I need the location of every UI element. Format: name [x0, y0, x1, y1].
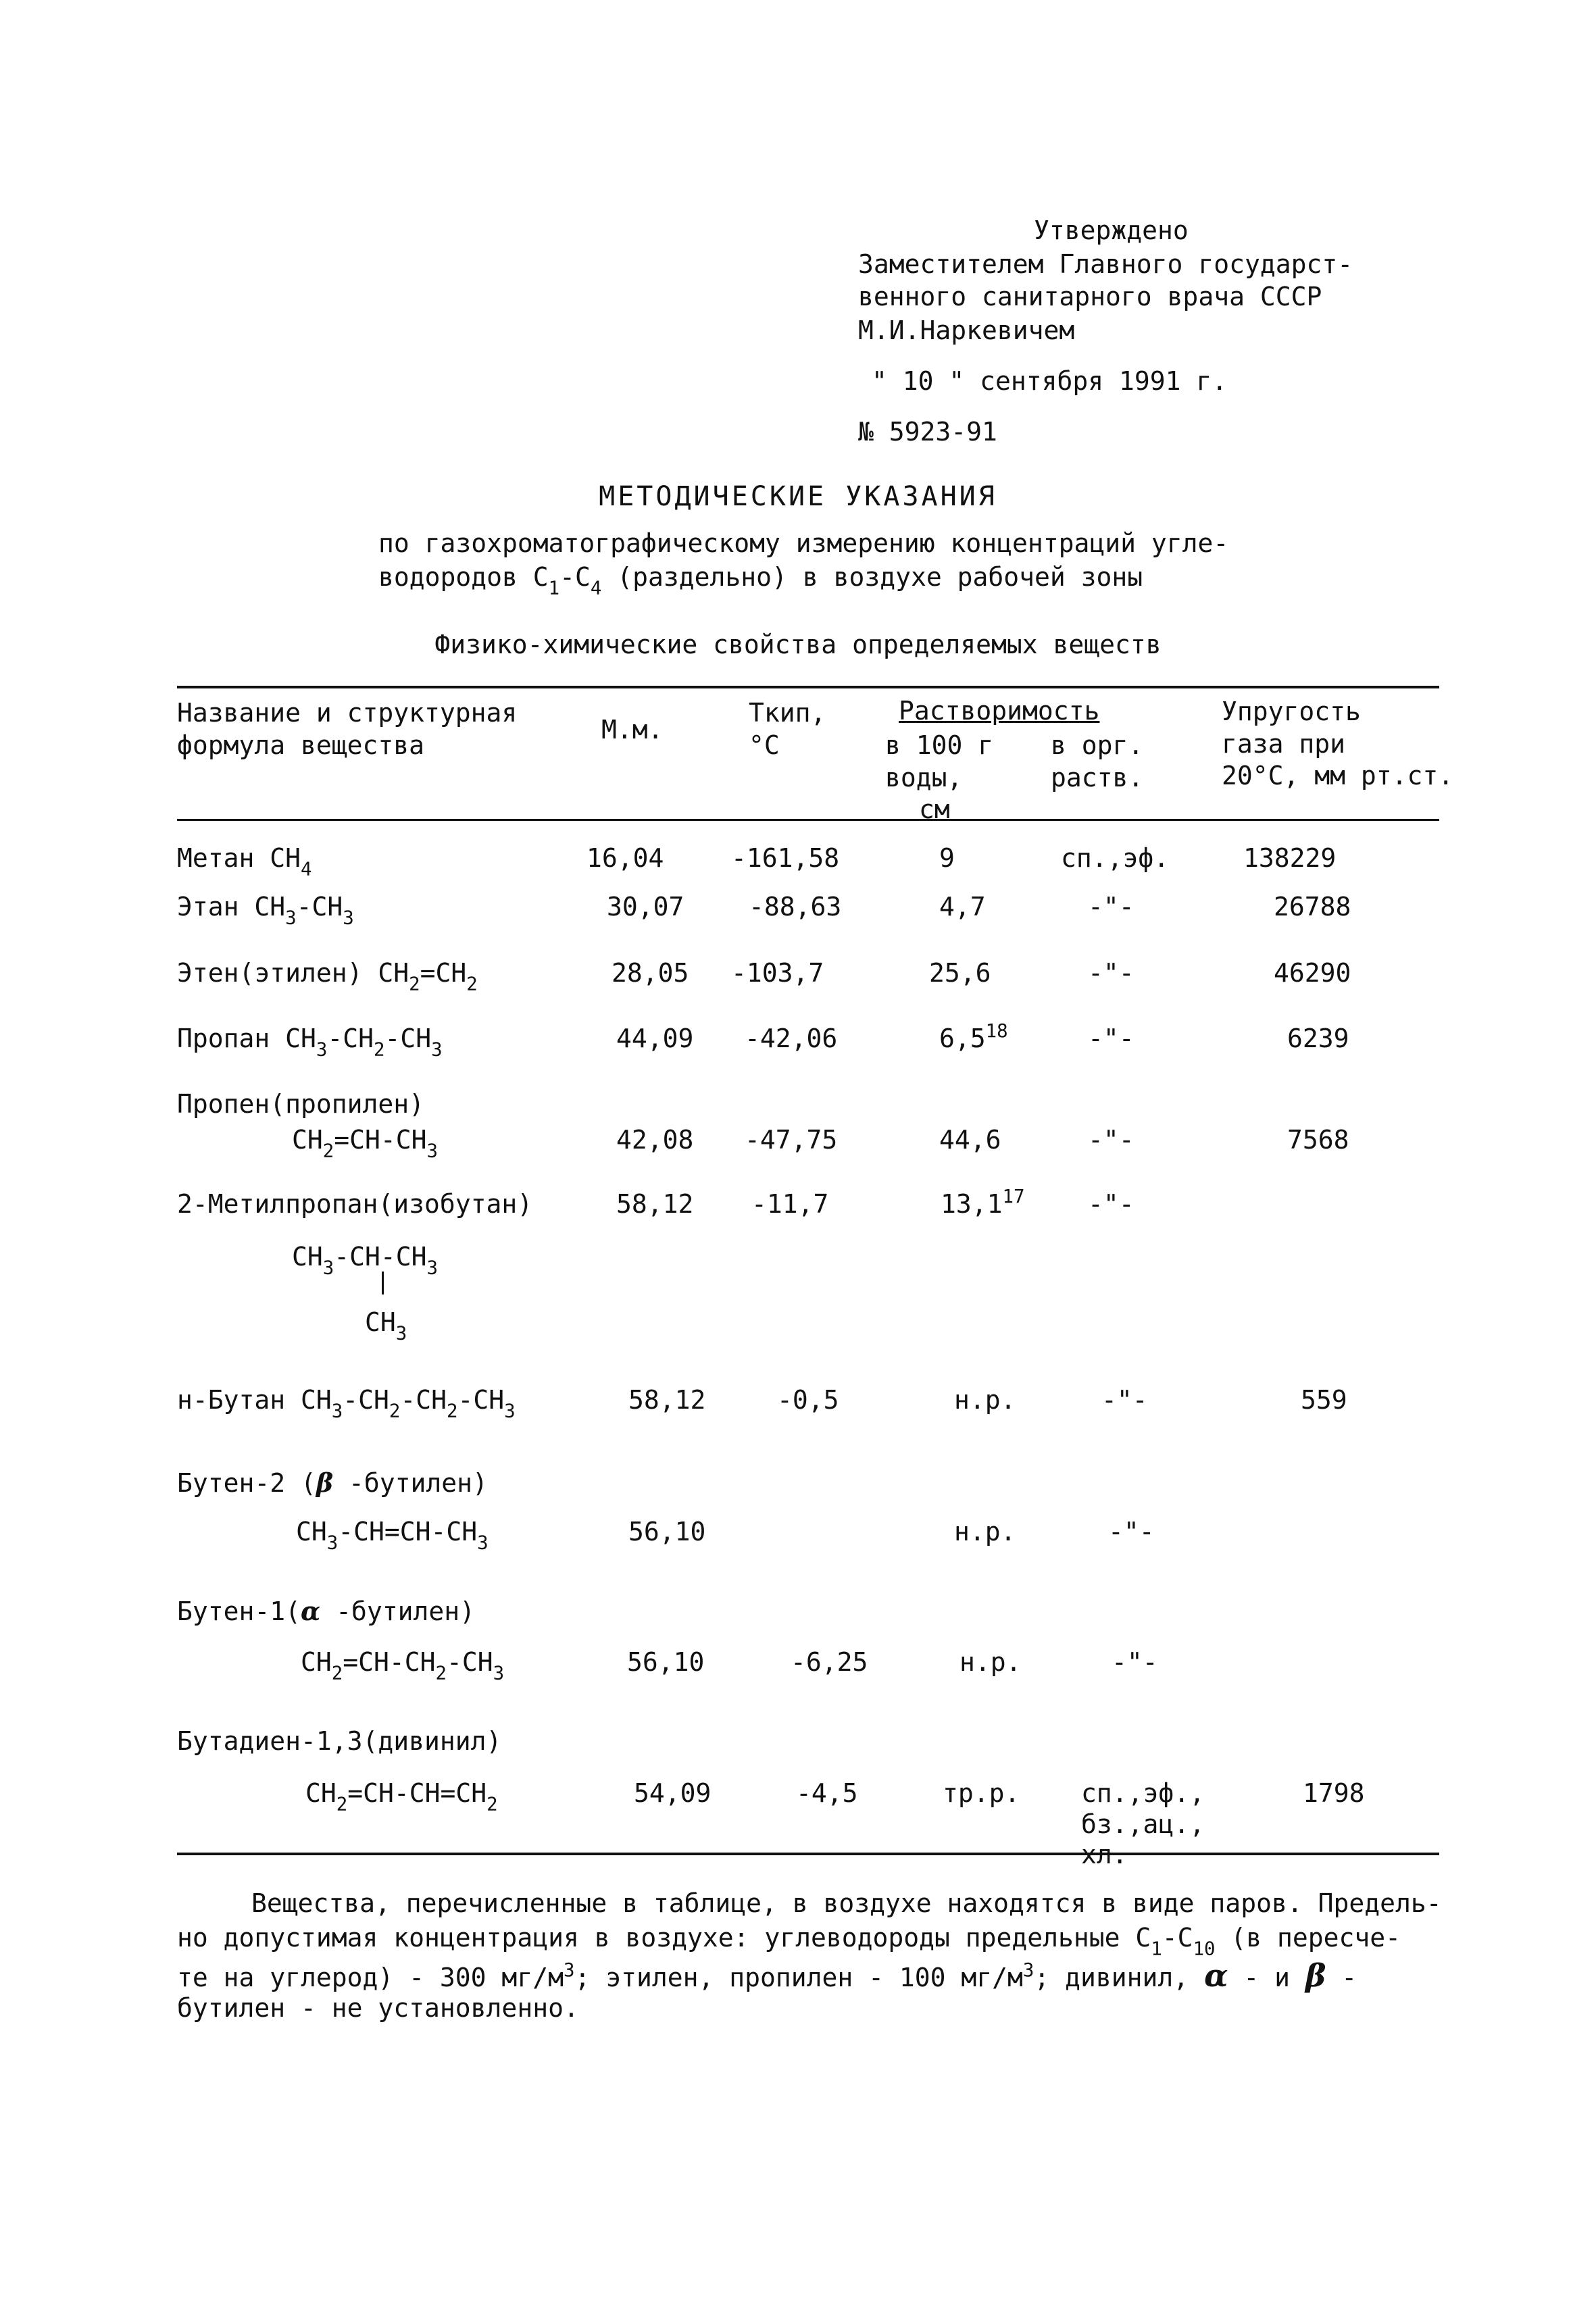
table-row-name: 2-Метилпропан(изобутан): [177, 1189, 533, 1219]
approval-line: Заместителем Главного государст-: [858, 249, 1353, 279]
structural-bond: [382, 1272, 384, 1294]
cell-water: н.р.: [954, 1385, 1016, 1415]
cell-tkip: -6,25: [791, 1647, 868, 1677]
structural-formula: $СН_3-СН-СН_3$: [292, 1242, 439, 1279]
cell-org: -"-: [1088, 1189, 1134, 1219]
header-solubility: Растворимость: [899, 696, 1100, 726]
structural-formula: $СН_2=СН-СН_2-СН_3$: [301, 1647, 505, 1684]
table-row-name: Пропан $СН_3-СН_2-СН_3$: [177, 1024, 443, 1061]
cell-mm: 58,12: [616, 1189, 694, 1219]
cell-org: -"-: [1088, 892, 1134, 922]
cell-mm: 54,09: [634, 1778, 712, 1808]
cell-mm: 56,10: [627, 1647, 705, 1677]
cell-org: -"-: [1108, 1517, 1155, 1546]
table-row-name: Этен(этилен) $СН_2=СН_2$: [177, 958, 478, 995]
cell-tkip: -42,06: [745, 1024, 838, 1053]
header-vapor: Упругость газа при 20°С, мм рт.ст.: [1222, 697, 1454, 790]
structural-formula: $СН_3-СН=СН-СН_3$: [296, 1517, 489, 1554]
cell-water: н.р.: [954, 1517, 1016, 1546]
cell-vapor: 1798: [1303, 1778, 1365, 1808]
subtitle-text: (раздельно) в воздухе рабочей зоны: [601, 562, 1143, 592]
table-bottom-rule: [177, 1853, 1439, 1855]
cell-water: 44,6: [939, 1125, 1001, 1155]
note-line: бутилен - не установленно.: [177, 1993, 579, 2023]
cell-mm: 56,10: [628, 1517, 706, 1546]
table-header-rule: [177, 819, 1439, 821]
cell-mm: 30,07: [607, 892, 684, 922]
table-row-name: Бутен-2 (β -бутилен): [177, 1467, 488, 1498]
alpha-symbol: α: [1204, 1957, 1228, 1994]
cell-vapor: 46290: [1274, 958, 1351, 988]
cell-vapor: 7568: [1287, 1125, 1349, 1155]
cell-vapor: 26788: [1274, 892, 1351, 922]
cell-mm: 42,08: [616, 1125, 694, 1155]
cell-org: -"-: [1088, 958, 1134, 988]
document-number: № 5923-91: [858, 417, 997, 447]
cell-org: сп.,эф.: [1061, 843, 1170, 873]
header-org: в орг. раств.: [1051, 730, 1144, 793]
cell-org: -"-: [1112, 1647, 1158, 1677]
subtitle-text: -С: [559, 562, 591, 592]
cell-mm: 58,12: [628, 1385, 706, 1415]
structural-formula: $СН_2=СН-СН_3$: [292, 1125, 439, 1162]
table-row-name: Бутен-1(α -бутилен): [177, 1596, 476, 1626]
cell-org: -"-: [1088, 1125, 1134, 1155]
structural-formula: $СН_2=СН-СН=СН_2$: [305, 1778, 498, 1815]
note-line: но допустимая концентрация в воздухе: углеводороды предельные $С_1-С_{10}$ (в пересче-: [177, 1923, 1401, 1960]
cell-water: 4,7: [939, 892, 986, 922]
cell-mm: 44,09: [616, 1024, 694, 1053]
note-line: те на углерод) - 300 $мг/м^3$; этилен, пропилен - 100 $мг/м^3$; дивинил, α - и β -: [177, 1957, 1357, 1994]
cell-water: тр.р.: [943, 1778, 1020, 1808]
approval-signatory: М.И.Наркевичем: [858, 316, 1075, 345]
cell-vapor: 6239: [1287, 1024, 1349, 1053]
approval-heading: Утверждено: [1034, 216, 1189, 245]
page-title: МЕТОДИЧЕСКИЕ УКАЗАНИЯ: [599, 481, 997, 512]
subtitle-line: по газохроматографическому измерению концентраций угле-: [378, 528, 1229, 558]
cell-tkip: -47,75: [745, 1125, 838, 1155]
beta-symbol: β: [316, 1467, 334, 1498]
header-tkip: Ткип, °С: [749, 698, 826, 760]
approval-line: венного санитарного врача СССР: [858, 282, 1322, 311]
cell-tkip: -4,5: [796, 1778, 858, 1808]
table-row-name: Метан $СН_4$: [177, 843, 312, 880]
table-top-rule: [177, 686, 1439, 688]
cell-water: 25,6: [929, 958, 991, 988]
subscript: 4: [590, 578, 602, 599]
cell-tkip: -0,5: [777, 1385, 839, 1415]
header-water: в 100 г воды, см: [885, 730, 994, 824]
header-mm: М.м.: [601, 715, 664, 745]
subtitle-text: водородов С: [378, 562, 549, 592]
table-row-name: Пропен(пропилен): [177, 1089, 425, 1119]
table-row-name: Бутадиен-1,3(дивинил): [177, 1726, 502, 1756]
table-row-name: Этан $СН_3-СН_3$: [177, 892, 354, 929]
cell-org: -"-: [1101, 1385, 1148, 1415]
header-name: Название и структурная формула вещества: [177, 698, 518, 760]
cell-tkip: -88,63: [749, 892, 842, 922]
subscript: 1: [548, 578, 560, 599]
cell-org: -"-: [1088, 1024, 1134, 1053]
cell-vapor: 138229: [1243, 843, 1337, 873]
note-line: Вещества, перечисленные в таблице, в воздухе находятся в виде паров. Предель-: [251, 1888, 1442, 1918]
cell-mm: 28,05: [612, 958, 689, 988]
cell-mm: 16,04: [587, 843, 664, 873]
cell-org: сп.,эф., бз.,ац., хл.: [1081, 1778, 1205, 1870]
cell-vapor: 559: [1301, 1385, 1347, 1415]
cell-water: н.р.: [959, 1647, 1022, 1677]
table-row-name: н-Бутан $СН_3-СН_2-СН_2-СН_3$: [177, 1385, 516, 1422]
alpha-symbol: α: [301, 1596, 321, 1626]
approval-date: " 10 " сентября 1991 г.: [872, 366, 1228, 396]
table-caption: Физико-химические свойства определяемых веществ: [434, 630, 1162, 659]
beta-symbol: β: [1305, 1957, 1326, 1994]
subtitle-line: [378, 562, 1143, 599]
cell-tkip: -161,58: [731, 843, 840, 873]
structural-formula: $СН_3$: [365, 1307, 407, 1344]
cell-water: 9: [939, 843, 955, 873]
cell-tkip: -11,7: [751, 1189, 829, 1219]
cell-water: 13,1$^{17}$: [941, 1186, 1025, 1219]
cell-water: $6,5^{18}$: [939, 1020, 1008, 1053]
cell-tkip: -103,7: [731, 958, 824, 988]
